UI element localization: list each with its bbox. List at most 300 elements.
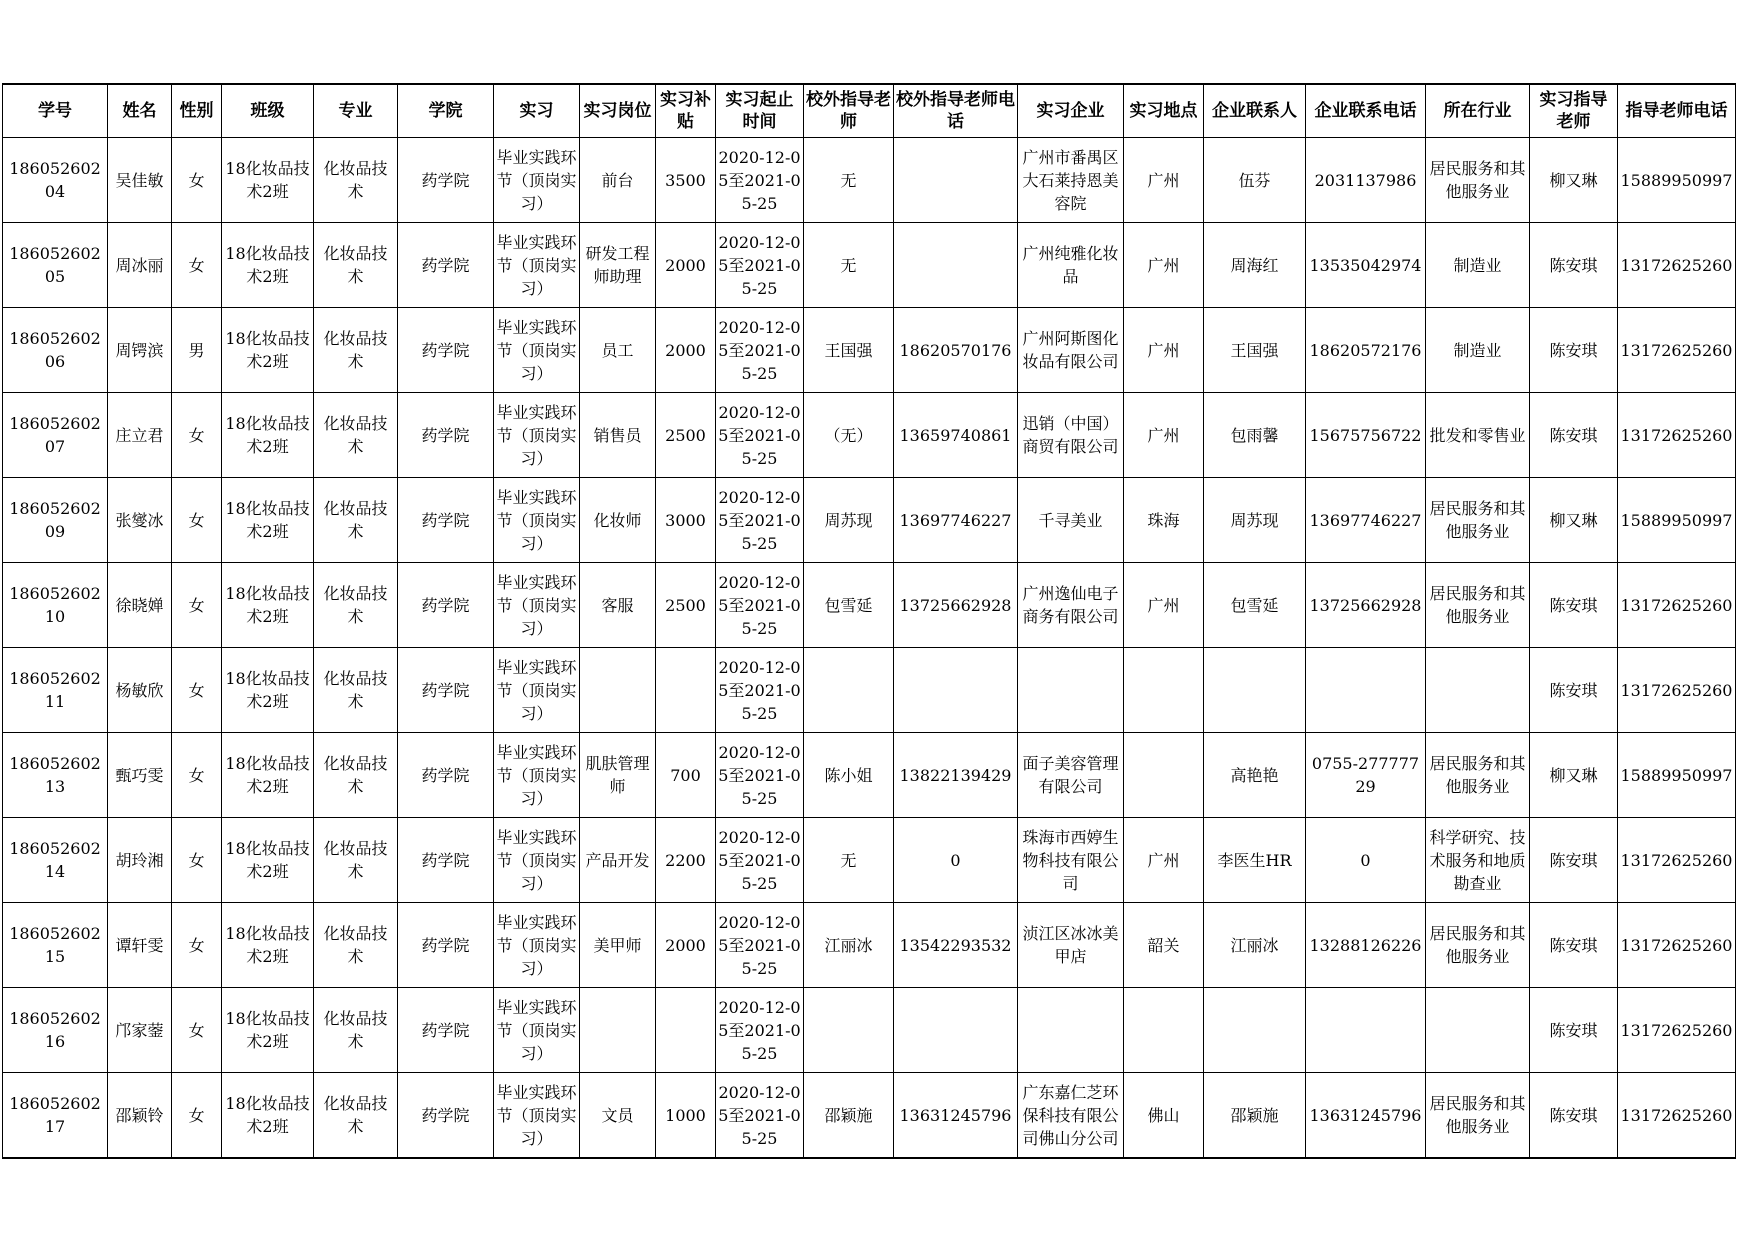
cell-text: 15675756722 [1309,425,1422,445]
table-cell [172,563,222,648]
cell-text: 女 [188,170,205,190]
cell-text: 2000 [665,935,706,955]
cell-text: 美甲师 [593,935,642,955]
cell-text: 15889950997 [1620,510,1733,530]
table-cell [3,988,108,1073]
cell-text: 胡玲湘 [115,850,164,870]
cell-text: 13659740861 [899,425,1012,445]
cell-text: 化妆品技术 [323,924,388,966]
cell-text: 女 [188,680,205,700]
cell-text: 陈安琪 [1549,340,1598,360]
column-header: 学号 [3,84,108,138]
table-cell [716,733,804,818]
table-cell [398,903,494,988]
table-cell [314,988,398,1073]
cell-text: 浈江区冰冰美甲店 [1022,924,1119,966]
cell-text: 庄立君 [115,425,164,445]
table-cell [172,478,222,563]
table-cell [108,563,172,648]
cell-text: 18605260213 [9,754,101,796]
cell-text: 广州市番禺区大石莱持恩美容院 [1022,147,1119,213]
cell-text: 广州 [1147,170,1180,190]
table-cell [1426,393,1530,478]
table-cell [494,393,580,478]
table-cell [894,393,1018,478]
table-cell [108,223,172,308]
cell-text: 2020-12-05至2021-05-25 [718,827,801,893]
cell-text: 2020-12-05至2021-05-25 [718,572,801,638]
table-cell [1426,988,1530,1073]
cell-text: 陈安琪 [1549,1105,1598,1125]
cell-text: 18605260205 [9,244,101,286]
table-cell [1530,393,1618,478]
cell-text: 销售员 [593,425,642,445]
cell-text: 面子美容管理有限公司 [1022,754,1119,796]
table-cell [580,903,656,988]
cell-text: 毕业实践环节（顶岗实习） [496,487,577,553]
cell-text: 0 [950,850,961,870]
cell-text: 王国强 [824,340,873,360]
table-cell [1618,903,1736,988]
cell-text: 13172625260 [1620,425,1733,445]
table-cell [716,1073,804,1159]
table-row [3,818,1736,903]
cell-text: 吴佳敏 [115,170,164,190]
cell-text: 化妆品技术 [323,839,388,881]
cell-text: 13172625260 [1620,680,1733,700]
table-cell [1530,903,1618,988]
cell-text: 毕业实践环节（顶岗实习） [496,912,577,978]
table-cell [1018,818,1124,903]
table-cell [656,733,716,818]
cell-text: 佛山 [1147,1105,1180,1125]
cell-text: 18化妆品技术2班 [225,839,310,881]
cell-text: 3500 [665,170,706,190]
cell-text: 药学院 [421,340,470,360]
cell-text: 2500 [665,425,706,445]
table-cell [1306,903,1426,988]
table-cell [894,648,1018,733]
table-cell [716,138,804,223]
cell-text: 周苏现 [824,510,873,530]
table-cell [1426,818,1530,903]
cell-text: 0 [1360,850,1371,870]
cell-text: 珠海市西婷生物科技有限公司 [1022,827,1119,893]
table-cell [398,223,494,308]
table-cell [1306,818,1426,903]
cell-text: 2020-12-05至2021-05-25 [718,232,801,298]
cell-text: 毕业实践环节（顶岗实习） [496,147,577,213]
table-cell [1426,308,1530,393]
cell-text: 居民服务和其他服务业 [1429,584,1526,626]
table-cell [894,903,1018,988]
cell-text: 药学院 [421,680,470,700]
cell-text: 广州逸仙电子商务有限公司 [1022,584,1119,626]
cell-text: 药学院 [421,1105,470,1125]
cell-text: 药学院 [421,850,470,870]
table-cell [1124,223,1204,308]
table-cell [494,308,580,393]
table-cell [1618,393,1736,478]
cell-text: 13172625260 [1620,935,1733,955]
cell-text: 13172625260 [1620,595,1733,615]
cell-text: 700 [670,765,701,785]
cell-text: 柳又琳 [1549,510,1598,530]
table-cell [716,648,804,733]
table-cell [656,478,716,563]
table-cell [1204,308,1306,393]
column-header: 实习指导老师 [1530,84,1618,138]
cell-text: 毕业实践环节（顶岗实习） [496,317,577,383]
cell-text: 江丽冰 [824,935,873,955]
cell-text: 18化妆品技术2班 [225,924,310,966]
column-header: 姓名 [108,84,172,138]
table-cell [1204,138,1306,223]
table-cell [1018,138,1124,223]
cell-text: 女 [188,255,205,275]
table-cell [1124,733,1204,818]
table-cell [894,223,1018,308]
column-header: 企业联系人 [1204,84,1306,138]
table-cell [580,818,656,903]
cell-text: 居民服务和其他服务业 [1429,159,1526,201]
table-cell [1124,818,1204,903]
cell-text: 韶关 [1147,935,1180,955]
table-cell [1426,478,1530,563]
table-cell [1618,308,1736,393]
table-cell [222,1073,314,1159]
cell-text: 药学院 [421,255,470,275]
cell-text: 广东嘉仁芝环保科技有限公司佛山分公司 [1022,1082,1119,1148]
cell-text: 广州 [1147,425,1180,445]
cell-text: 2500 [665,595,706,615]
cell-text: 柳又琳 [1549,765,1598,785]
cell-text: 研发工程师助理 [585,244,650,286]
table-cell [1618,478,1736,563]
cell-text: 药学院 [421,170,470,190]
table-cell [1124,563,1204,648]
cell-text: 无 [840,170,857,190]
table-cell [172,223,222,308]
table-cell [1124,988,1204,1073]
cell-text: 化妆品技术 [323,244,388,286]
table-cell [172,138,222,223]
table-cell [580,478,656,563]
table-cell [108,733,172,818]
cell-text: 无 [840,255,857,275]
cell-text: 13725662928 [1309,595,1422,615]
cell-text: 18605260216 [9,1009,101,1051]
cell-text: 化妆品技术 [323,499,388,541]
table-cell [494,563,580,648]
cell-text: 肌肤管理师 [585,754,650,796]
table-cell [1618,988,1736,1073]
table-cell [3,308,108,393]
cell-text: 2020-12-05至2021-05-25 [718,742,801,808]
table-cell [398,733,494,818]
table-cell [222,308,314,393]
cell-text: 药学院 [421,595,470,615]
cell-text: 化妆品技术 [323,1009,388,1051]
cell-text: 化妆品技术 [323,329,388,371]
table-cell [804,308,894,393]
cell-text: 千寻美业 [1038,510,1103,530]
column-header: 性别 [172,84,222,138]
table-cell [580,733,656,818]
table-cell [894,988,1018,1073]
cell-text: 广州 [1147,595,1180,615]
cell-text: 13172625260 [1620,340,1733,360]
table-cell [580,308,656,393]
table-cell [222,393,314,478]
table-cell [398,818,494,903]
column-header: 实习补贴 [656,84,716,138]
cell-text: 18化妆品技术2班 [225,1094,310,1136]
table-cell [3,903,108,988]
table-row [3,648,1736,733]
table-cell [314,223,398,308]
table-cell [1124,138,1204,223]
table-cell [1426,903,1530,988]
table-cell [222,563,314,648]
column-header: 校外指导老师电话 [894,84,1018,138]
internship-table [2,83,1736,1159]
table-cell [1204,903,1306,988]
cell-text: 18化妆品技术2班 [225,244,310,286]
column-header: 实习企业 [1018,84,1124,138]
cell-text: 女 [188,425,205,445]
cell-text: 18620572176 [1309,340,1422,360]
cell-text: 18化妆品技术2班 [225,584,310,626]
cell-text: 男 [188,340,205,360]
table-cell [656,138,716,223]
cell-text: 药学院 [421,935,470,955]
table-cell [1530,1073,1618,1159]
cell-text: （无） [824,425,873,445]
cell-text: 毕业实践环节（顶岗实习） [496,572,577,638]
cell-text: 女 [188,765,205,785]
table-cell [580,988,656,1073]
cell-text: 13631245796 [899,1105,1012,1125]
cell-text: 女 [188,1020,205,1040]
table-cell [894,563,1018,648]
table-cell [1204,393,1306,478]
table-cell [1426,648,1530,733]
column-header: 实习起止时间 [716,84,804,138]
table-cell [656,1073,716,1159]
cell-text: 邵颖铃 [115,1105,164,1125]
cell-text: 无 [840,850,857,870]
column-header: 班级 [222,84,314,138]
table-cell [222,478,314,563]
table-row [3,988,1736,1073]
table-cell [804,1073,894,1159]
table-cell [172,393,222,478]
cell-text: 甄巧雯 [115,765,164,785]
cell-text: 制造业 [1453,340,1502,360]
cell-text: 化妆品技术 [323,584,388,626]
cell-text: 文员 [601,1105,634,1125]
table-cell [398,393,494,478]
table-cell [1124,648,1204,733]
table-cell [222,903,314,988]
cell-text: 13697746227 [899,510,1012,530]
cell-text: 0755-27777729 [1311,754,1420,796]
table-cell [1204,988,1306,1073]
table-cell [580,1073,656,1159]
cell-text: 2020-12-05至2021-05-25 [718,402,801,468]
cell-text: 毕业实践环节（顶岗实习） [496,657,577,723]
cell-text: 18化妆品技术2班 [225,754,310,796]
cell-text: 珠海 [1147,510,1180,530]
table-cell [1306,648,1426,733]
table-cell [108,308,172,393]
cell-text: 2020-12-05至2021-05-25 [718,317,801,383]
cell-text: 药学院 [421,1020,470,1040]
table-cell [3,393,108,478]
cell-text: 2020-12-05至2021-05-25 [718,912,801,978]
cell-text: 谭轩雯 [115,935,164,955]
table-cell [108,478,172,563]
cell-text: 陈安琪 [1549,680,1598,700]
table-cell [222,988,314,1073]
table-cell [3,818,108,903]
cell-text: 2020-12-05至2021-05-25 [718,487,801,553]
cell-text: 18化妆品技术2班 [225,414,310,456]
cell-text: 居民服务和其他服务业 [1429,754,1526,796]
table-cell [656,903,716,988]
table-cell [108,903,172,988]
table-cell [1124,1073,1204,1159]
cell-text: 18605260217 [9,1094,101,1136]
table-cell [494,988,580,1073]
table-cell [172,818,222,903]
table-cell [1018,393,1124,478]
table-cell [314,1073,398,1159]
cell-text: 江丽冰 [1230,935,1279,955]
table-cell [1018,988,1124,1073]
cell-text: 陈安琪 [1549,850,1598,870]
cell-text: 化妆品技术 [323,754,388,796]
cell-text: 化妆品技术 [323,1094,388,1136]
column-header: 专业 [314,84,398,138]
column-header: 实习岗位 [580,84,656,138]
table-cell [1306,733,1426,818]
table-cell [494,733,580,818]
column-header: 学院 [398,84,494,138]
table-cell [1530,563,1618,648]
table-cell [804,903,894,988]
cell-text: 李医生HR [1217,850,1292,870]
cell-text: 18605260211 [9,669,101,711]
cell-text: 18化妆品技术2班 [225,499,310,541]
cell-text: 15889950997 [1620,765,1733,785]
table-row [3,478,1736,563]
cell-text: 13542293532 [899,935,1012,955]
table-cell [716,478,804,563]
cell-text: 毕业实践环节（顶岗实习） [496,1082,577,1148]
table-cell [1306,988,1426,1073]
table-cell [716,988,804,1073]
table-cell [398,1073,494,1159]
cell-text: 13288126226 [1309,935,1422,955]
cell-text: 女 [188,510,205,530]
table-cell [1530,648,1618,733]
cell-text: 18化妆品技术2班 [225,1009,310,1051]
cell-text: 毕业实践环节（顶岗实习） [496,827,577,893]
table-cell [1306,563,1426,648]
cell-text: 迅销（中国）商贸有限公司 [1022,414,1119,456]
cell-text: 药学院 [421,765,470,785]
table-cell [1306,478,1426,563]
cell-text: 药学院 [421,425,470,445]
cell-text: 居民服务和其他服务业 [1429,1094,1526,1136]
cell-text: 陈安琪 [1549,595,1598,615]
table-cell [804,733,894,818]
cell-text: 毕业实践环节（顶岗实习） [496,232,577,298]
table-cell [656,648,716,733]
table-cell [894,733,1018,818]
column-header: 实习 [494,84,580,138]
cell-text: 毕业实践环节（顶岗实习） [496,997,577,1063]
cell-text: 13172625260 [1620,850,1733,870]
table-cell [1204,648,1306,733]
cell-text: 广州 [1147,850,1180,870]
table-cell [172,1073,222,1159]
table-cell [172,648,222,733]
cell-text: 13697746227 [1309,510,1422,530]
table-cell [1204,733,1306,818]
table-cell [804,988,894,1073]
cell-text: 18605260204 [9,159,101,201]
table-cell [1426,138,1530,223]
column-header: 指导老师电话 [1618,84,1736,138]
table-cell [1204,818,1306,903]
table-cell [580,648,656,733]
table-cell [398,988,494,1073]
cell-text: 18化妆品技术2班 [225,329,310,371]
table-cell [1018,478,1124,563]
cell-text: 药学院 [421,510,470,530]
table-cell [1530,818,1618,903]
cell-text: 高艳艳 [1230,765,1279,785]
table-cell [494,1073,580,1159]
table-cell [1306,223,1426,308]
cell-text: 2020-12-05至2021-05-25 [718,997,801,1063]
cell-text: 陈安琪 [1549,935,1598,955]
table-cell [1618,733,1736,818]
cell-text: 18605260215 [9,924,101,966]
table-cell [314,308,398,393]
cell-text: 毕业实践环节（顶岗实习） [496,742,577,808]
table-cell [1204,563,1306,648]
table-cell [894,478,1018,563]
table-cell [580,393,656,478]
table-cell [804,648,894,733]
cell-text: 邵颖施 [1230,1105,1279,1125]
column-header: 企业联系电话 [1306,84,1426,138]
cell-text: 18化妆品技术2班 [225,159,310,201]
table-cell [3,478,108,563]
table-cell [656,563,716,648]
table-cell [656,393,716,478]
table-cell [1018,308,1124,393]
cell-text: 2020-12-05至2021-05-25 [718,147,801,213]
cell-text: 产品开发 [585,850,650,870]
table-row [3,563,1736,648]
table-cell [1018,733,1124,818]
cell-text: 包雪延 [1230,595,1279,615]
